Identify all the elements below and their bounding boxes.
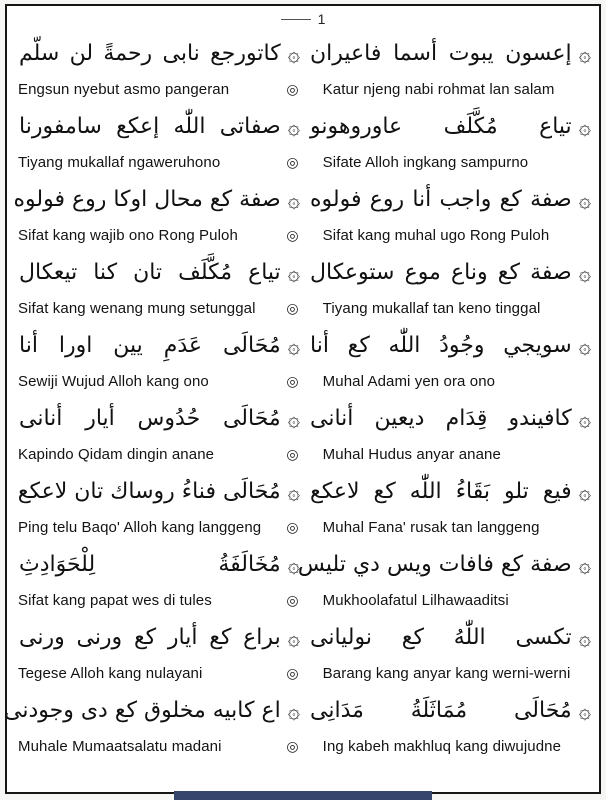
rub-el-hizb-icon: ۞ (287, 406, 300, 431)
latin-caption-right: Sifate Alloh ingkang sampurno (322, 154, 529, 171)
bottom-bar-fragment (174, 791, 432, 800)
verse-circle-icon: ◎ (286, 592, 299, 609)
latin-caption-left: Kapindo Qidam dingin anane (18, 446, 215, 463)
latin-caption-left: Sifat kang wajib ono Rong Puloh (18, 227, 238, 244)
verse-circle-icon: ◎ (286, 154, 299, 171)
arabic-line (15, 103, 591, 151)
rub-el-hizb-icon: ۞ (287, 114, 300, 139)
verse-circle-icon: ◎ (286, 519, 299, 536)
verse-row (15, 322, 591, 395)
verse-rows (4, 30, 591, 760)
latin-line (15, 735, 591, 758)
arabic-hemistich-left: مُحَالَى حُدُوس أيار أنانى (19, 406, 281, 431)
verse-row (4, 687, 591, 760)
verse-circle-icon: ◎ (286, 300, 299, 317)
latin-caption-right: Muhal Fana' rusak tan langgeng (322, 519, 540, 536)
latin-caption-right: Ing kabeh makhluq kang diwujudne (322, 738, 562, 755)
rub-el-hizb-icon: ۞ (287, 187, 300, 212)
arabic-right-half (306, 103, 591, 151)
arabic-right-half (306, 614, 591, 662)
arabic-hemistich-left: مُخَالَفَةُ لِلْحَوَادِثِ (19, 552, 281, 577)
rub-el-hizb-icon: ۞ (578, 41, 591, 66)
arabic-right-half (306, 176, 591, 224)
arabic-left-half (15, 614, 300, 662)
arabic-left-half (15, 249, 300, 297)
verse-row (15, 395, 591, 468)
arabic-left-half (15, 468, 300, 516)
arabic-hemistich-left: براع كع أيار كع ورنى ورنى (19, 625, 281, 650)
arabic-hemistich-left: مُحَالَى فناءُ روساك تان لاعكع (17, 479, 281, 504)
rub-el-hizb-icon: ۞ (287, 333, 300, 358)
verse-circle-icon: ◎ (286, 665, 299, 682)
arabic-left-half (15, 30, 300, 78)
arabic-hemistich-right: مُحَالَى مُمَاثَلَةُ مَدَانِى (310, 698, 572, 723)
verse-circle-icon: ◎ (286, 446, 299, 463)
arabic-hemistich-right: صفة كع وناع موع ستوعكال (310, 260, 572, 285)
arabic-hemistich-left: كاتورجع نابى رحمةً لن سلّم (19, 41, 281, 66)
rub-el-hizb-icon: ۞ (578, 625, 591, 650)
verse-row (15, 249, 591, 322)
rub-el-hizb-icon: ۞ (578, 552, 591, 577)
book-page (5, 4, 601, 794)
latin-caption-left: Tegese Alloh kang nulayani (18, 665, 203, 682)
verse-row (15, 614, 591, 687)
latin-caption-left: Sewiji Wujud Alloh kang ono (18, 373, 209, 390)
arabic-right-half (306, 687, 591, 735)
arabic-left-half (15, 395, 300, 443)
rub-el-hizb-icon: ۞ (287, 260, 300, 285)
arabic-hemistich-right: سويجي وجُودُ اللّٰه كع أنا (310, 333, 572, 358)
latin-line (15, 443, 591, 466)
rub-el-hizb-icon: ۞ (578, 479, 591, 504)
arabic-right-half (306, 322, 591, 370)
rub-el-hizb-icon: ۞ (287, 479, 300, 504)
arabic-hemistich-right: صفة كع فافات ويس دي تليس (297, 552, 572, 577)
header-rule-left (281, 19, 311, 20)
rub-el-hizb-icon: ۞ (578, 260, 591, 285)
latin-caption-left: Muhale Mumaatsalatu madani (18, 738, 222, 755)
arabic-right-half (306, 468, 591, 516)
latin-line (15, 224, 591, 247)
arabic-line (15, 614, 591, 662)
arabic-line (15, 249, 591, 297)
latin-line (15, 78, 591, 101)
arabic-line (15, 468, 591, 516)
rub-el-hizb-icon: ۞ (578, 187, 591, 212)
latin-line (15, 297, 591, 320)
verse-circle-icon: ◎ (286, 227, 299, 244)
arabic-right-half (306, 30, 591, 78)
latin-caption-right: Barang kang anyar kang werni-werni (322, 665, 571, 682)
arabic-hemistich-right: فيع تلو بَقَاءُ اللّٰه كع لاعكع (310, 479, 572, 504)
arabic-right-half (297, 541, 591, 589)
arabic-hemistich-right: تياع مُكَّلَف عاوروهونو (310, 114, 572, 139)
verse-circle-icon: ◎ (286, 81, 299, 98)
latin-line (15, 662, 591, 685)
latin-caption-right: Sifat kang muhal ugo Rong Puloh (322, 227, 550, 244)
arabic-hemistich-left: صفة كع محال اوكا روع فولوه (13, 187, 281, 212)
arabic-left-half (4, 687, 300, 735)
rub-el-hizb-icon: ۞ (578, 406, 591, 431)
arabic-line (15, 541, 591, 589)
latin-caption-right: Katur njeng nabi rohmat lan salam (322, 81, 555, 98)
arabic-line (15, 322, 591, 370)
arabic-left-half (15, 176, 300, 224)
arabic-hemistich-left: اع كابيه مخلوق كع دى وجودنى (4, 698, 281, 723)
latin-caption-left: Sifat kang papat wes di tules (18, 592, 212, 609)
latin-caption-right: Tiyang mukallaf tan keno tinggal (322, 300, 541, 317)
arabic-left-half (15, 322, 300, 370)
latin-line (15, 516, 591, 539)
arabic-line (15, 176, 591, 224)
rub-el-hizb-icon: ۞ (287, 698, 300, 723)
arabic-right-half (306, 249, 591, 297)
arabic-right-half (306, 395, 591, 443)
arabic-line (4, 687, 591, 735)
arabic-hemistich-right: تكسى اللّٰهُ كع نوليانى (310, 625, 572, 650)
verse-row (15, 30, 591, 103)
latin-line (15, 370, 591, 393)
verse-row (15, 176, 591, 249)
latin-caption-left: Engsun nyebut asmo pangeran (18, 81, 230, 98)
rub-el-hizb-icon: ۞ (578, 333, 591, 358)
rub-el-hizb-icon: ۞ (578, 114, 591, 139)
latin-caption-right: Mukhoolafatul Lilhawaaditsi (322, 592, 509, 609)
latin-caption-right: Muhal Adami yen ora ono (322, 373, 496, 390)
latin-caption-left: Ping telu Baqo' Alloh kang langgeng (18, 519, 262, 536)
rub-el-hizb-icon: ۞ (287, 625, 300, 650)
latin-line (15, 589, 591, 612)
arabic-left-half (15, 103, 300, 151)
arabic-hemistich-right: صفة كع واجب أنا روع فولوه (310, 187, 572, 212)
page-header (15, 8, 591, 30)
latin-caption-left: Tiyang mukallaf ngaweruhono (18, 154, 221, 171)
verse-circle-icon: ◎ (286, 738, 299, 755)
latin-line (15, 151, 591, 174)
arabic-hemistich-left: تياع مُكَّلَف تان كنا تيعكال (19, 260, 281, 285)
arabic-hemistich-right: إعسون يبوت أسما فاعيران (310, 41, 572, 66)
arabic-line (15, 30, 591, 78)
verse-row (15, 468, 591, 541)
arabic-hemistich-left: صفاتى اللّٰه إعكع سامفورنا (19, 114, 281, 139)
arabic-left-half (15, 541, 300, 589)
arabic-hemistich-right: كافيندو قِدَام ديعين أنانى (310, 406, 572, 431)
rub-el-hizb-icon: ۞ (578, 698, 591, 723)
verse-row (15, 103, 591, 176)
latin-caption-left: Sifat kang wenang mung setunggal (18, 300, 256, 317)
verse-circle-icon: ◎ (286, 373, 299, 390)
page-number: 1 (317, 11, 326, 27)
arabic-line (15, 395, 591, 443)
rub-el-hizb-icon: ۞ (287, 41, 300, 66)
rub-el-hizb-icon: ۞ (287, 552, 300, 577)
verse-row (15, 541, 591, 614)
latin-caption-right: Muhal Hudus anyar anane (322, 446, 501, 463)
arabic-hemistich-left: مُحَالَى عَدَمِ يين اورا أنا (19, 333, 281, 358)
